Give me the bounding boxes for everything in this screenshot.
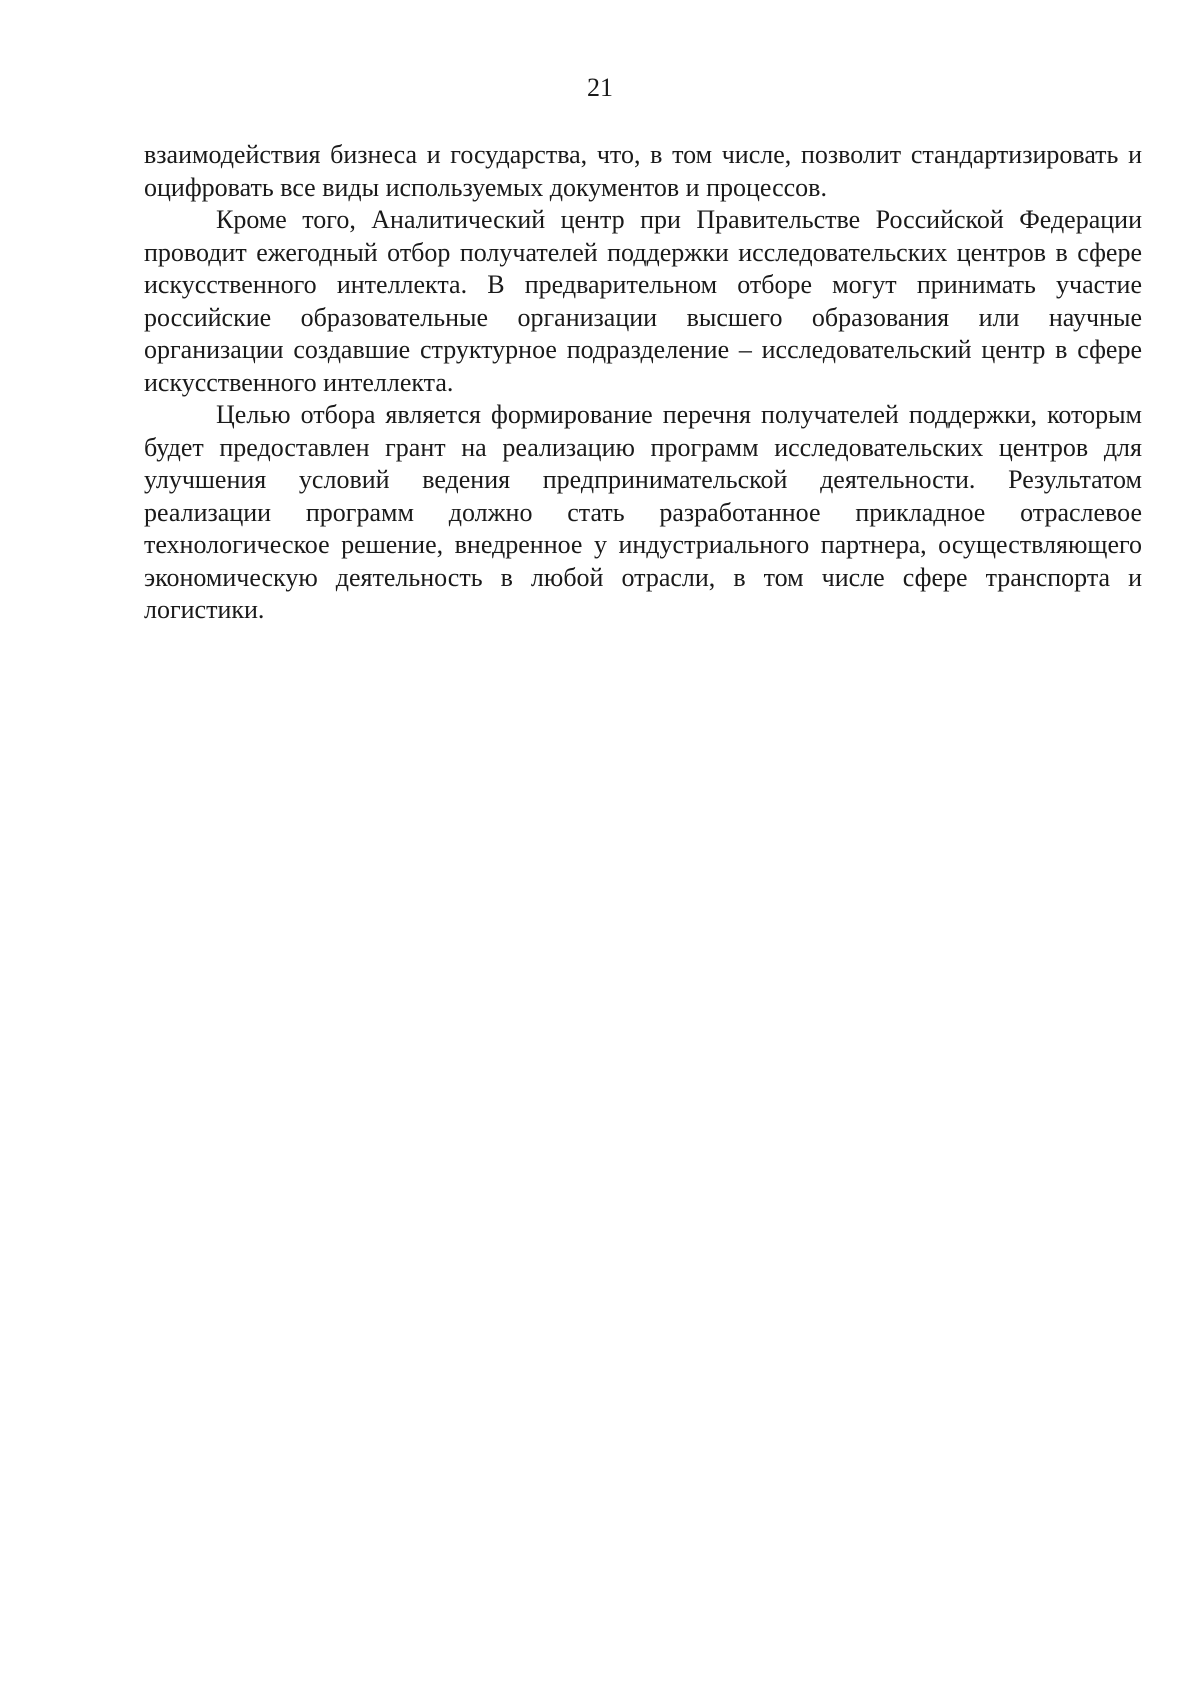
page-number: 21 (587, 73, 613, 102)
paragraph-analytical-center: Кроме того, Аналитический центр при Правительстве Российской Федерации проводит ежегодный отбор получателей поддержки исследовательских центров в сфере искусственного интеллекта. В предварительном отборе могут принимать участие российские образовательные организации высшего образования или научные организации создавшие структурное подразделение – исследовательский центр в сфере искусственного интеллекта. (144, 205, 1142, 397)
paragraph-selection-goal: Целью отбора является формирование перечня получателей поддержки, которым будет предоставлен грант на реализацию программ исследовательских центров для улучшения условий ведения предпринимательской деятельности. Результатом реализации программ должно стать разработанное прикладное отраслевое технологическое решение, внедренное у индустриального партнера, осуществляющего экономическую деятельность в любой отрасли, в том числе сфере транспорта и логистики. (144, 400, 1142, 624)
paragraph-continuation: взаимодействия бизнеса и государства, что, в том числе, позволит стандартизировать и оцифровать все виды используемых документов и процессов. (144, 140, 1142, 202)
body-text (144, 139, 1142, 627)
